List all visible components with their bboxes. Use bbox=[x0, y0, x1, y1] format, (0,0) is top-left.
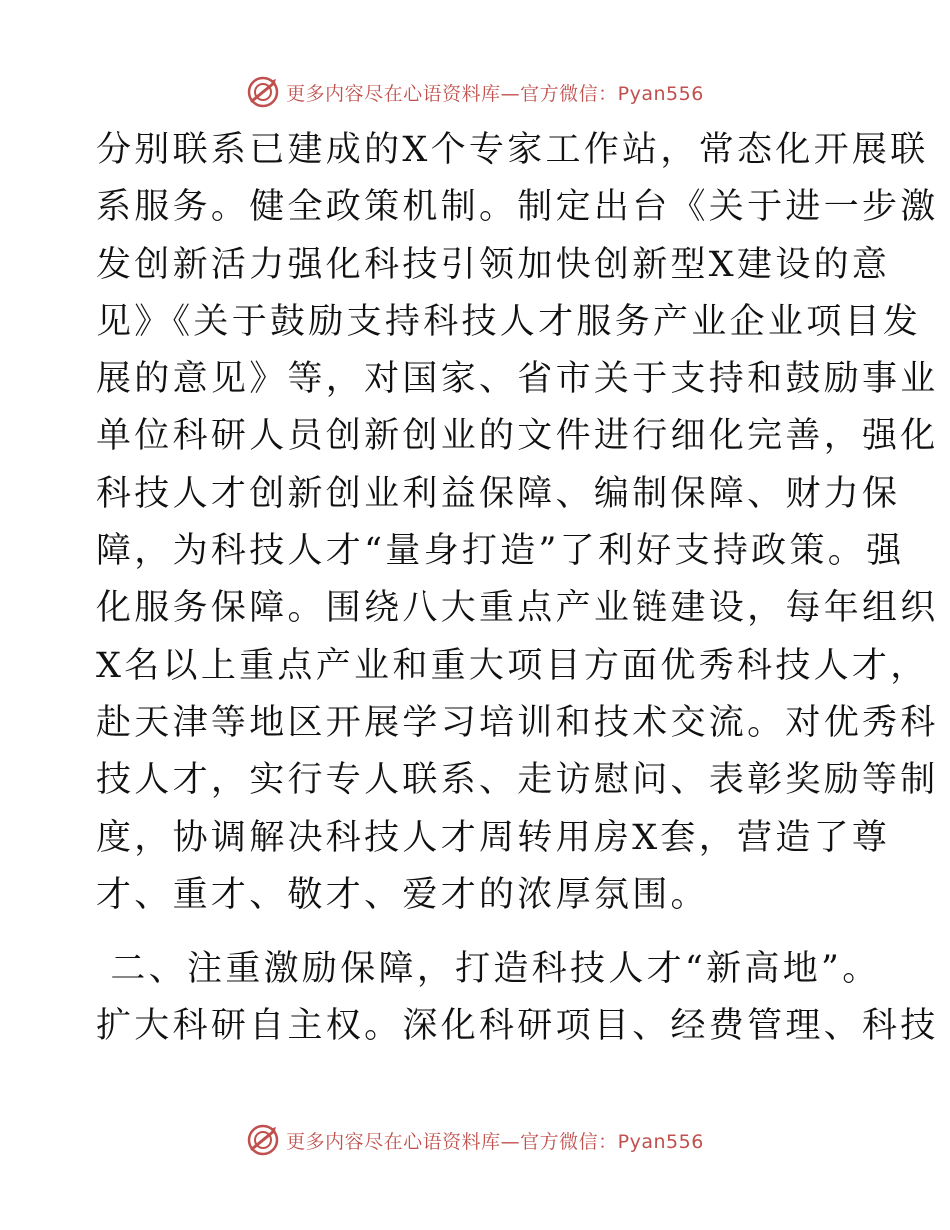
header-banner bbox=[0, 72, 950, 112]
text-line: 化服务保障。围绕八大重点产业链建设，每年组织 bbox=[96, 588, 939, 629]
text-line: 科技人才创新创业利益保障、编制保障、财力保 bbox=[96, 473, 901, 514]
text-line: 单位科研人员创新创业的文件进行细化完善，强化 bbox=[96, 416, 939, 457]
seal-logo-icon bbox=[246, 75, 280, 109]
text-line: 展的意见》等，对国家、省市关于支持和鼓励事业 bbox=[96, 359, 939, 400]
text-line: 扩大科研自主权。深化科研项目、经费管理、科技 bbox=[96, 1006, 939, 1047]
header-text: 更多内容尽在心语资料库—官方微信：Pyan556 bbox=[286, 82, 704, 105]
text-line: 发创新活力强化科技引领加快创新型X建设的意 bbox=[96, 244, 891, 285]
text-line: 系服务。健全政策机制。制定出台《关于进一步激 bbox=[96, 187, 939, 228]
text-line: 见》《关于鼓励支持科技人才服务产业企业项目发 bbox=[96, 301, 922, 342]
text-line: 度，协调解决科技人才周转用房X套，营造了尊 bbox=[96, 817, 891, 858]
text-line: X名以上重点产业和重大项目方面优秀科技人才， bbox=[96, 645, 929, 686]
text-line: 才、重才、敬才、爱才的浓厚氛围。 bbox=[96, 874, 709, 915]
document-body bbox=[96, 122, 939, 1056]
seal-logo-icon bbox=[246, 1123, 280, 1157]
text-line: 赴天津等地区开展学习培训和技术交流。对优秀科 bbox=[96, 702, 939, 743]
paragraph bbox=[96, 122, 939, 924]
text-line: 技人才，实行专人联系、走访慰问、表彰奖励等制 bbox=[96, 760, 939, 801]
section-heading-line: 二、注重激励保障，打造科技人才“新高地”。 bbox=[96, 949, 881, 990]
footer-banner bbox=[0, 1120, 950, 1160]
footer-text: 更多内容尽在心语资料库—官方微信：Pyan556 bbox=[286, 1130, 704, 1153]
paragraph-gap bbox=[96, 924, 856, 941]
text-line: 分别联系已建成的X个专家工作站，常态化开展联 bbox=[96, 130, 929, 170]
text-line: 障，为科技人才“量身打造”了利好支持政策。强 bbox=[96, 531, 905, 572]
paragraph bbox=[96, 941, 939, 1056]
